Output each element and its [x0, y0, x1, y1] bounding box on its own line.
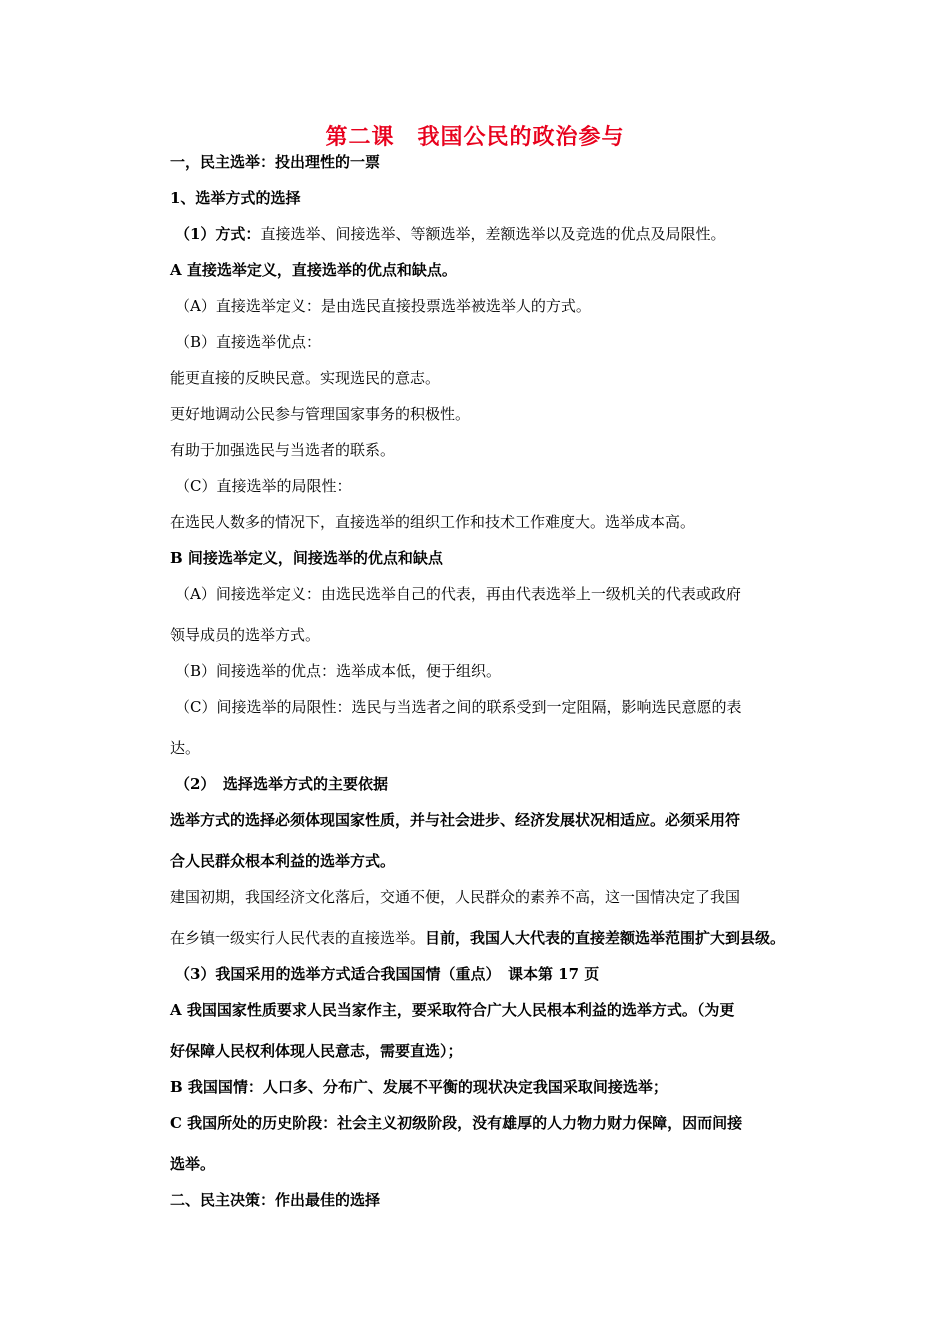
selection-basis-text-2: [170, 928, 785, 948]
indirect-advantages: （B）间接选举的优点：选举成本低，便于组织。: [175, 662, 502, 680]
page-title: 第二课 我国公民的政治参与: [325, 124, 625, 150]
selection-basis-bold-2: 合人民群众根本利益的选举方式。: [170, 852, 396, 870]
selection-basis-text-2a: 在乡镇一级实行人民代表的直接选举。: [170, 929, 426, 947]
direct-limitation-1: 在选民人数多的情况下，直接选举的组织工作和技术工作难度大。选举成本高。: [170, 513, 696, 531]
direct-advantages-label: （B）直接选举优点：: [175, 333, 322, 351]
direct-advantage-1: 能更直接的反映民意。实现选民的意志。: [170, 369, 441, 387]
section-heading-2: 二、民主决策：作出最佳的选择: [170, 1191, 381, 1209]
selection-basis-text-1: 建国初期，我国经济文化落后，交通不便，人民群众的素养不高，这一国情决定了我国: [170, 888, 741, 906]
heading-indirect-election: B 间接选举定义，间接选举的优点和缺点: [170, 549, 443, 567]
conditions-c-line-2: 选举。: [170, 1155, 216, 1173]
indirect-definition-line-1: （A）间接选举定义：由选民选举自己的代表，再由代表选举上一级机关的代表或政府: [175, 585, 741, 603]
heading-selection-basis: （2） 选择选举方式的主要依据: [175, 775, 388, 793]
direct-limitations-label: （C）直接选举的局限性：: [175, 477, 352, 495]
conditions-a-line-2: 好保障人民权利体现人民意志，需要直选）；: [170, 1042, 463, 1060]
subsection-heading-1-1: 1、选举方式的选择: [170, 189, 301, 207]
paragraph-methods: [175, 224, 725, 244]
section-heading-1: 一，民主选举：投出理性的一票: [170, 153, 381, 171]
indirect-limitations-line-1: （C）间接选举的局限性：选民与当选者之间的联系受到一定阻隔，影响选民意愿的表: [175, 698, 742, 716]
selection-basis-bold-1: 选举方式的选择必须体现国家性质，并与社会进步、经济发展状况相适应。必须采用符: [170, 811, 741, 829]
paragraph-label: （1）方式：: [175, 225, 261, 243]
selection-basis-text-2b: 目前，我国人大代表的直接差额选举范围扩大到县级。: [425, 929, 786, 947]
conditions-a-line-1: A 我国国家性质要求人民当家作主，要采取符合广大人民根本利益的选举方式。（为更: [170, 1001, 735, 1019]
direct-advantage-3: 有助于加强选民与当选者的联系。: [170, 441, 396, 459]
heading-national-conditions: （3）我国采用的选举方式适合我国国情（重点） 课本第 17 页: [175, 965, 600, 983]
paragraph-text: 直接选举、间接选举、等额选举，差额选举以及竞选的优点及局限性。: [260, 225, 726, 243]
direct-advantage-2: 更好地调动公民参与管理国家事务的积极性。: [170, 405, 471, 423]
conditions-b: B 我国国情：人口多、分布广、发展不平衡的现状决定我国采取间接选举；: [170, 1078, 668, 1096]
heading-direct-election: A 直接选举定义，直接选举的优点和缺点。: [170, 261, 457, 279]
conditions-c-line-1: C 我国所处的历史阶段：社会主义初级阶段，没有雄厚的人力物力财力保障，因而间接: [170, 1114, 743, 1132]
direct-definition: （A）直接选举定义：是由选民直接投票选举被选举人的方式。: [175, 297, 591, 315]
indirect-definition-line-2: 领导成员的选举方式。: [170, 626, 321, 644]
indirect-limitations-line-2: 达。: [170, 739, 201, 757]
